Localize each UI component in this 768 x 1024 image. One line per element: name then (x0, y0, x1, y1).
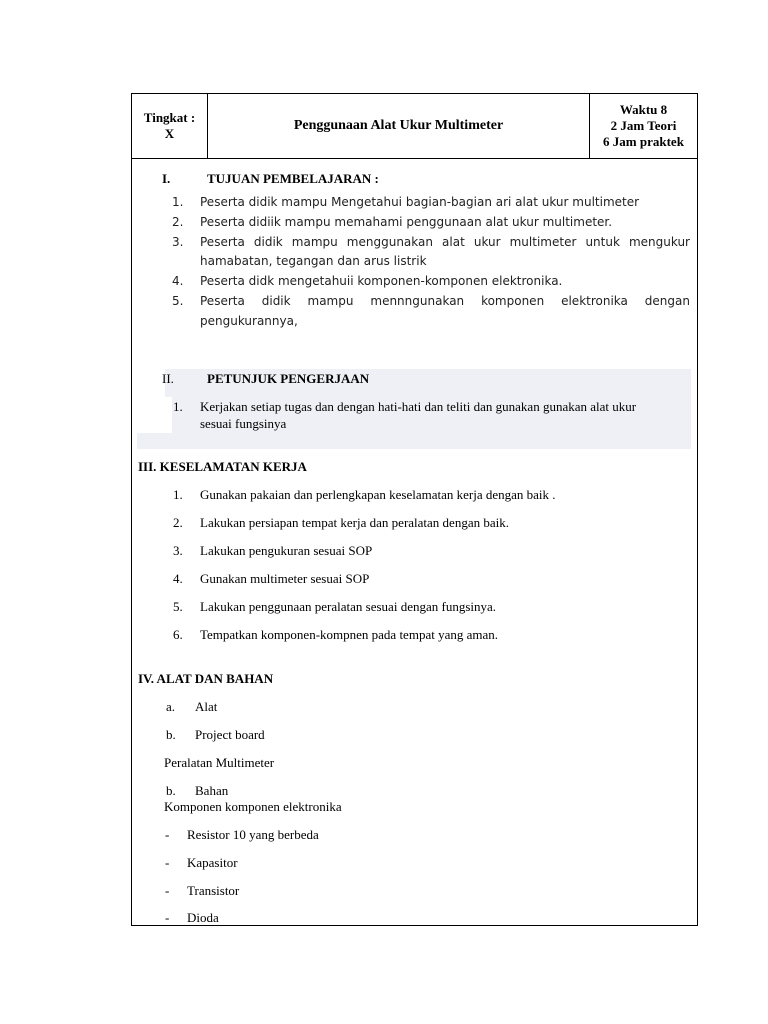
section3-item4-num: 4. (173, 571, 183, 586)
section2-item1-line1: Kerjakan setiap tugas dan dengan hati-hati dan teliti dan gunakan gunakan alat ukur (200, 399, 637, 414)
section3-item1-num: 1. (173, 487, 183, 502)
section3-item6-num: 6. (173, 627, 183, 642)
tools-letter: a. (166, 699, 176, 714)
section3-item1-text: Gunakan pakaian dan perlengkapan keselamatan kerja dengan baik . (200, 487, 556, 502)
section1-item5-line2: pengukurannya, (200, 314, 298, 328)
section2-shade-bottom (137, 433, 691, 449)
project-board-text: Project board (195, 727, 265, 742)
section3-item3-num: 3. (173, 543, 183, 558)
section4-title: IV. ALAT DAN BAHAN (138, 671, 274, 686)
materials-heading: Bahan (195, 783, 229, 798)
section1-item1-text: Peserta didik mampu Mengetahui bagian-bagian ari alat ukur multimeter (200, 195, 640, 209)
section3-item4-text: Gunakan multimeter sesuai SOP (200, 571, 370, 586)
section1-item1-num: 1. (172, 195, 184, 209)
section3-item5-num: 5. (173, 599, 183, 614)
section3-item6-text: Tempatkan komponen-kompnen pada tempat yang aman. (200, 627, 498, 642)
theory-hours: 2 Jam Teori (610, 118, 677, 133)
material-item: Dioda (187, 910, 219, 925)
section2-item1-line2: sesuai fungsinya (200, 416, 287, 431)
section2-number: II. (162, 371, 174, 386)
time-cell (590, 94, 697, 158)
time-label: Waktu 8 (619, 102, 668, 117)
document-title: Penggunaan Alat Ukur Multimeter (293, 118, 504, 133)
section1-item5-num: 5. (172, 294, 184, 308)
header-row (132, 94, 697, 159)
section1-item5-line1: Peserta didik mampu mennngunakan komponen elektronika dengan (200, 294, 690, 308)
material-item: Transistor (187, 883, 240, 898)
section2-item1-num: 1. (173, 399, 183, 414)
section1-item2-num: 2. (172, 215, 184, 229)
tools-heading: Alat (195, 699, 218, 714)
project-board-letter: b. (166, 727, 176, 742)
section3-item2-num: 2. (173, 515, 183, 530)
section1-title: TUJUAN PEMBELAJARAN : (207, 171, 379, 186)
section3-item2-text: Lakukan persiapan tempat kerja dan peralatan dengan baik. (200, 515, 509, 530)
material-item: Kapasitor (187, 855, 238, 870)
material-dash: - (165, 883, 170, 898)
material-dash: - (165, 827, 170, 842)
section3-item3-text: Lakukan pengukuran sesuai SOP (200, 543, 373, 558)
worksheet (131, 93, 698, 926)
level-cell (132, 94, 208, 158)
material-item: Resistor 10 yang berbeda (187, 827, 319, 842)
practice-hours: 6 Jam praktek (603, 134, 684, 149)
level-label: Tingkat : (143, 110, 196, 125)
material-dash: - (165, 855, 170, 870)
section1-item2-text: Peserta didiik mampu memahami penggunaan alat ukur multimeter. (200, 215, 613, 229)
section1-number: I. (162, 171, 171, 186)
materials-letter: b. (166, 783, 176, 798)
section3-item5-text: Lakukan penggunaan peralatan sesuai dengan fungsinya. (200, 599, 497, 614)
section1-item3-line1: Peserta didik mampu menggunakan alat ukur multimeter untuk mengukur (200, 235, 690, 249)
level-value: X (164, 126, 175, 141)
section1-item4-num: 4. (172, 274, 184, 288)
section1-item3-line2: hamabatan, tegangan dan arus listrik (200, 254, 427, 268)
material-dash: - (165, 910, 170, 925)
section1-item3-num: 3. (172, 235, 184, 249)
section2-title: PETUNJUK PENGERJAAN (207, 371, 370, 386)
section1-item4-text: Peserta didk mengetahuii komponen-komponen elektronika. (200, 274, 563, 288)
title-cell (208, 94, 590, 158)
section3-title: III. KESELAMATAN KERJA (138, 459, 307, 474)
multimeter-equipment: Peralatan Multimeter (164, 755, 275, 770)
components-heading: Komponen komponen elektronika (164, 799, 342, 814)
